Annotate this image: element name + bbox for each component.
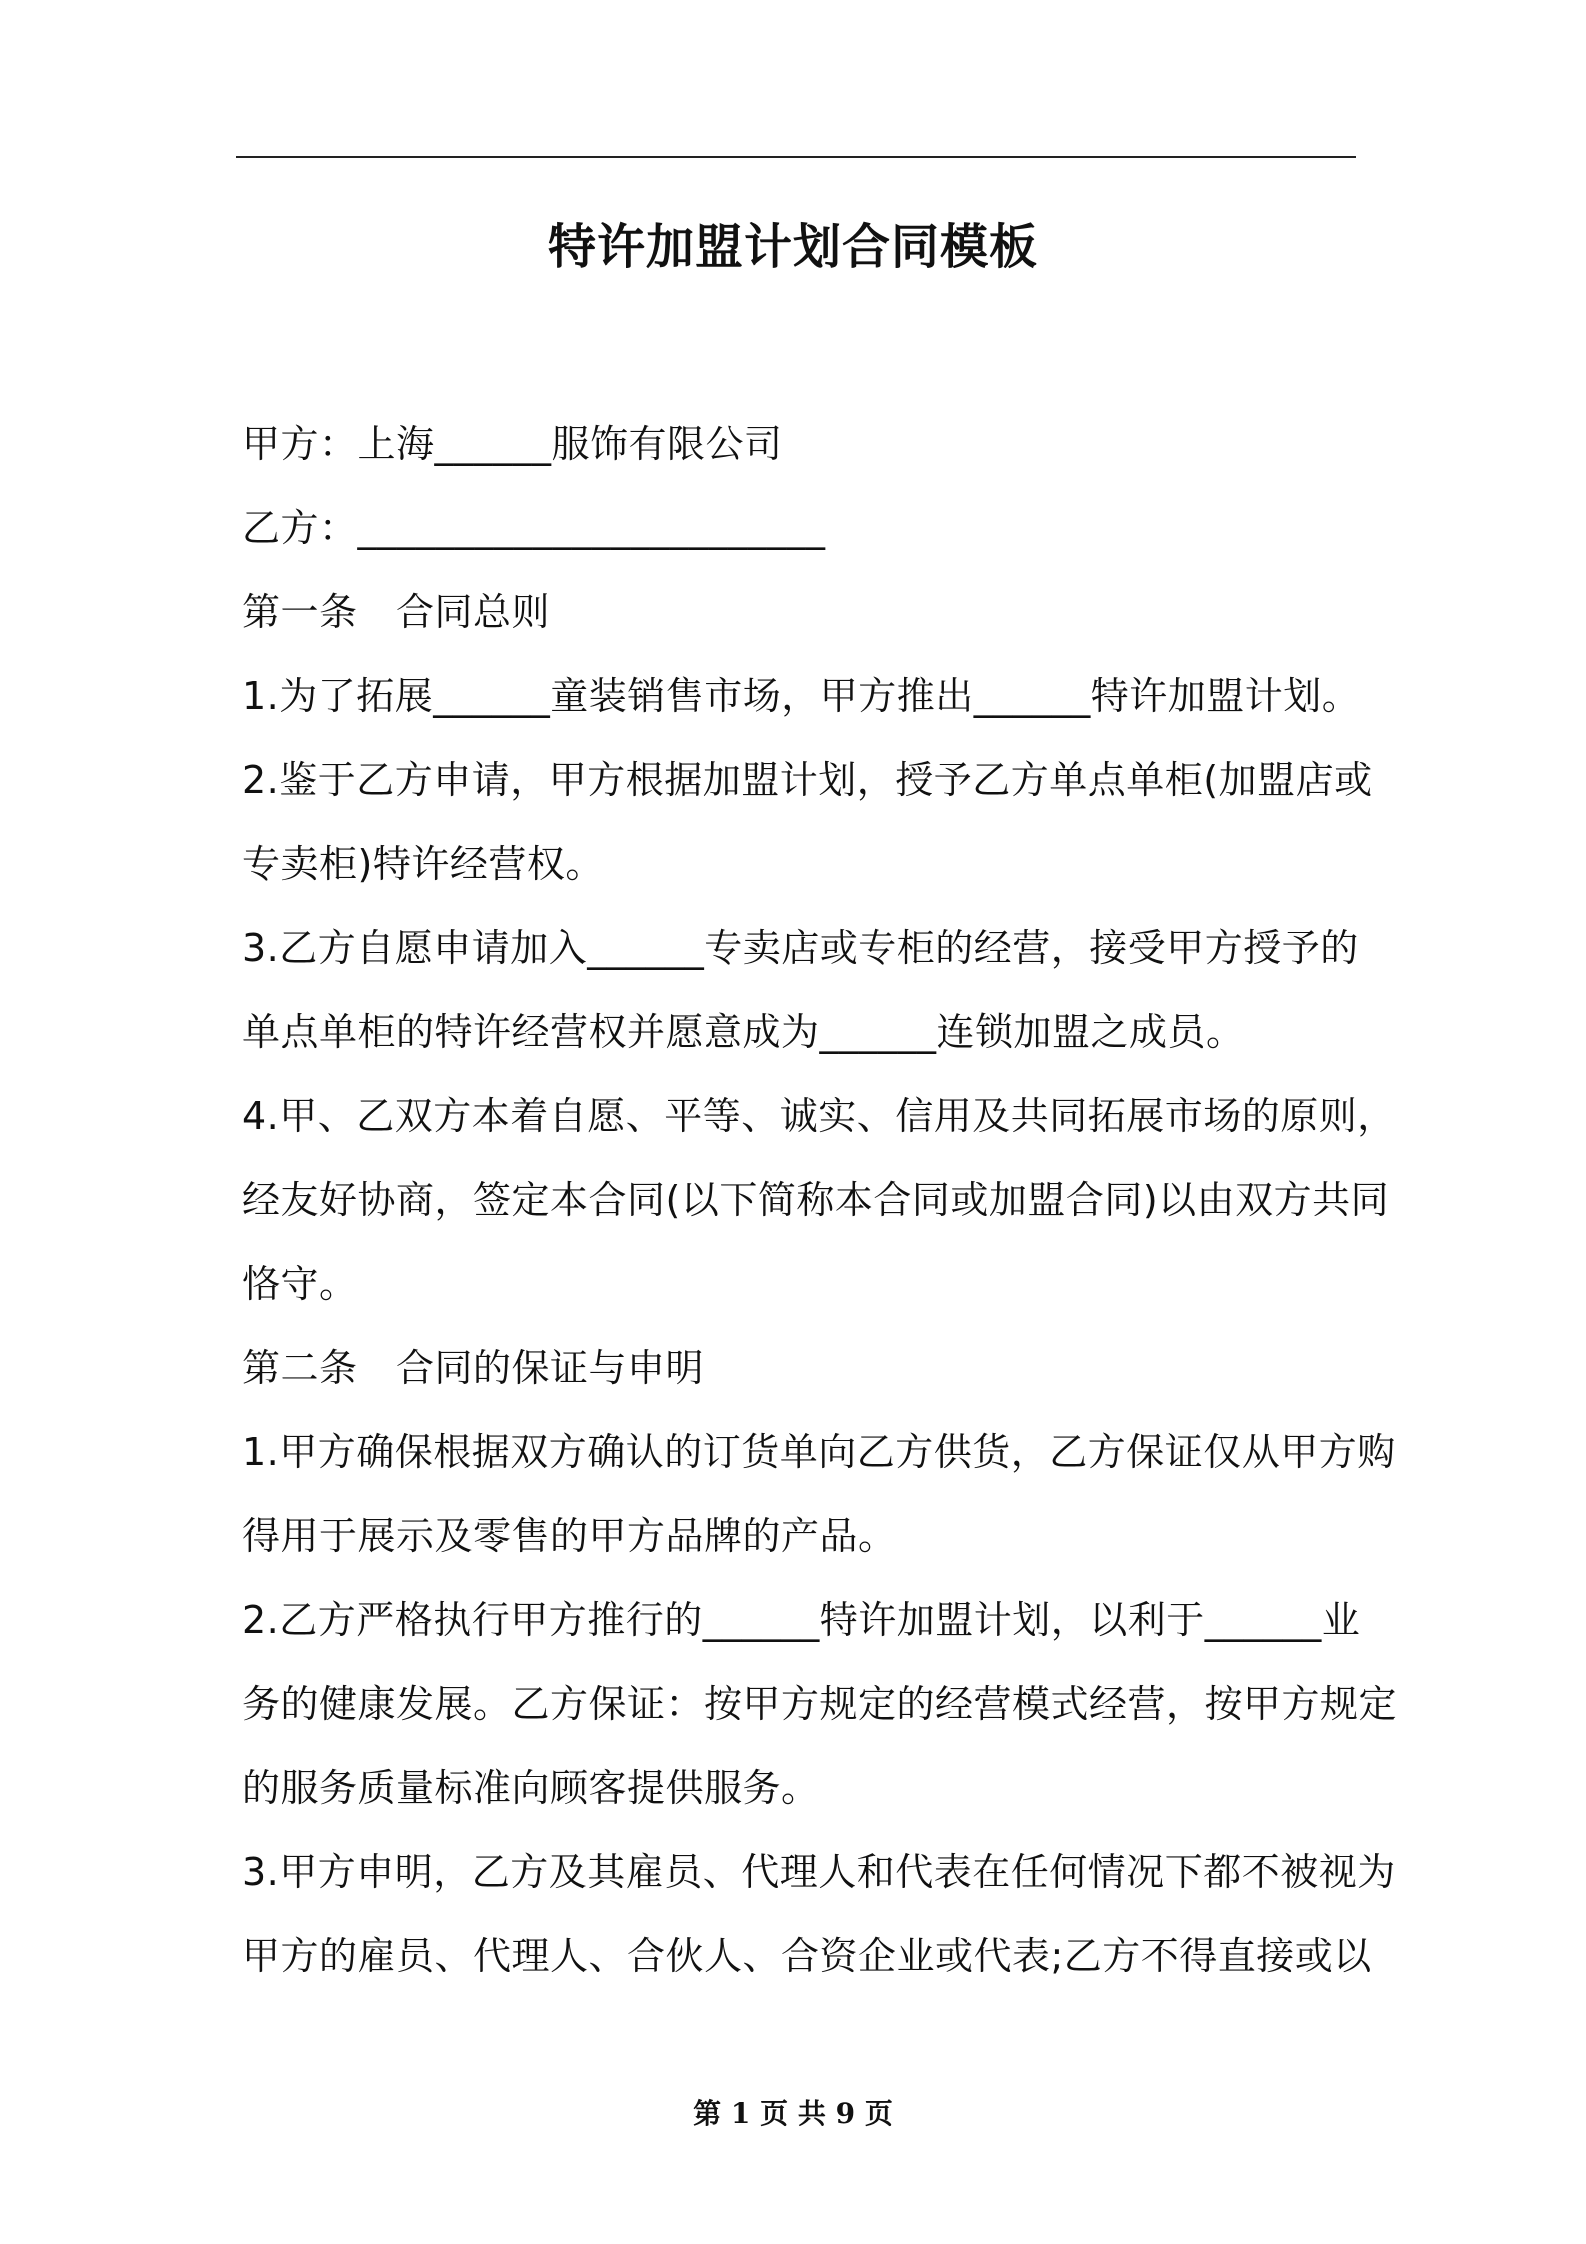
text-line: 甲方的雇员、代理人、合伙人、合资企业或代表;乙方不得直接或以	[242, 1934, 1372, 1978]
text-line: 专卖柜)特许经营权。	[242, 842, 604, 886]
text-line: 乙方：________________________	[242, 506, 826, 550]
text-line: 3.甲方申明，乙方及其雇员、代理人和代表在任何情况下都不被视为	[242, 1850, 1396, 1894]
text-line: 得用于展示及零售的甲方品牌的产品。	[242, 1514, 897, 1558]
text-line: 经友好协商，签定本合同(以下简称本合同或加盟合同)以由双方共同	[242, 1178, 1390, 1222]
document-title: 特许加盟计划合同模板	[547, 219, 1038, 275]
text-line: 的服务质量标准向顾客提供服务。	[242, 1766, 820, 1810]
text-line: 3.乙方自愿申请加入______专卖店或专柜的经营，接受甲方授予的	[242, 926, 1359, 970]
text-line: 甲方：上海______服饰有限公司	[242, 422, 783, 466]
text-line: 4.甲、乙双方本着自愿、平等、诚实、信用及共同拓展市场的原则，	[242, 1094, 1396, 1138]
text-line: 2.鉴于乙方申请，甲方根据加盟计划，授予乙方单点单柜(加盟店或	[242, 758, 1373, 802]
text-line: 单点单柜的特许经营权并愿意成为______连锁加盟之成员。	[242, 1010, 1245, 1054]
text-line: 恪守。	[242, 1262, 358, 1306]
section-heading: 第一条 合同总则	[242, 590, 551, 634]
header-rule	[236, 156, 1356, 158]
text-line: 务的健康发展。乙方保证：按甲方规定的经营模式经营，按甲方规定	[242, 1682, 1398, 1726]
document-body	[242, 402, 1398, 1998]
text-line: 1.为了拓展______童装销售市场，甲方推出______特许加盟计划。	[242, 674, 1361, 718]
text-line: 2.乙方严格执行甲方推行的______特许加盟计划，以利于______业	[242, 1598, 1361, 1642]
text-line: 1.甲方确保根据双方确认的订货单向乙方供货，乙方保证仅从甲方购	[242, 1430, 1396, 1474]
page-footer: 第 1 页 共 9 页	[693, 2097, 893, 2130]
section-heading: 第二条 合同的保证与申明	[242, 1346, 705, 1390]
